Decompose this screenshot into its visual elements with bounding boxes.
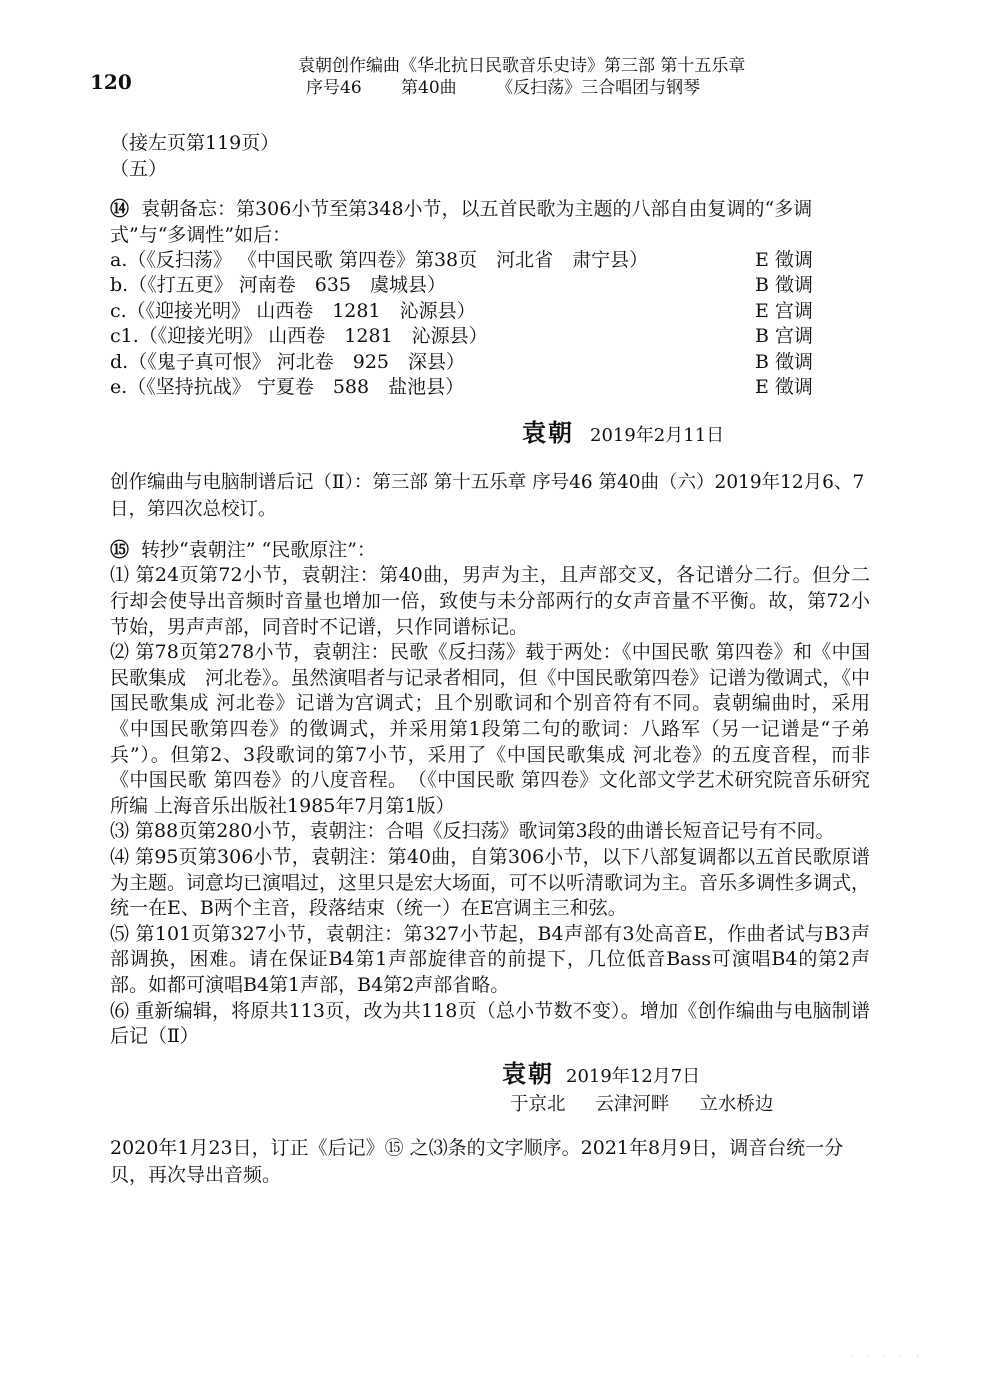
note-number: ⑸: [110, 922, 130, 945]
note-item: [110, 999, 870, 1050]
note-item: [110, 563, 870, 640]
author-signature: 袁朝: [502, 1058, 554, 1088]
header-subtitle: [298, 77, 745, 99]
list-item: [110, 248, 870, 273]
memo-paragraph: [110, 196, 870, 248]
list-item: [110, 375, 870, 400]
note-number: ⑵: [110, 641, 130, 664]
list-item: [110, 324, 870, 349]
song-list: [110, 248, 870, 400]
note-number: ⑶: [110, 820, 130, 843]
note-item: [110, 640, 870, 819]
header-sequence: 序号46: [306, 78, 362, 98]
song-source: b.（《打五更》 河南卷 635 虞城县）: [110, 274, 447, 297]
song-source: a.（《反扫荡》 《中国民歌 第四卷》第38页 河北省 肃宁县）: [110, 249, 649, 271]
place-1: 于京北: [510, 1093, 566, 1115]
list-item: [110, 299, 870, 324]
song-mode: B 徵调: [755, 274, 814, 297]
author-signature: 袁朝: [522, 418, 574, 448]
note-number: ⑷: [110, 845, 130, 868]
memo-number: ⑭: [110, 198, 130, 220]
section-number: （五）: [110, 158, 168, 180]
song-mode: E 徵调: [755, 249, 813, 271]
place-3: 立水桥边: [699, 1093, 774, 1115]
note-text: 第78页第278小节，袁朝注：民歌《反扫荡》载于两处：《中国民歌 第四卷》和《中国民歌集成 河北卷》。虽然演唱者与记录者相同，但《中国民歌第四卷》记谱为徵调式，《中国民歌集成 河北卷》记谱为宫调式；且个别歌词和个别音符有不同。袁朝编曲时，采用《中国民歌第四卷》的徵调式，并采用第1段第二句的歌词：八路军（另一记谱是“子弟兵”）。但第2、3段歌词的第7小节，采用了《中国民歌集成 河北卷》的五度音程，而非《中国民歌 第四卷》的八度音程。 （《中国民歌 第四卷》文化部文学艺术研究院音乐研究所编 上海音乐出版社1985年7月第1版）: [110, 641, 871, 817]
header-title: 袁朝创作编曲《华北抗日民歌音乐史诗》第三部 第十五乐章: [298, 56, 746, 76]
afterword-heading: 创作编曲与电脑制谱后记（Ⅱ）：第三部 第十五乐章 序号46 第40曲（六）2019年12月6、7日，第四次总校订。: [110, 472, 865, 521]
memo-text: 袁朝备忘：第306小节至第348小节，以五首民歌为主题的八部自由复调的“多调式”与“多调性”如后：: [110, 198, 813, 246]
note-item: [110, 819, 870, 845]
signature-date: 2019年2月11日: [590, 425, 725, 447]
song-source: d.（《鬼子真可恨》 河北卷 925 深县）: [110, 350, 466, 373]
song-source: c.（《迎接光明》 山西卷 1281 沁源县）: [110, 299, 476, 322]
header-piece: 第40曲: [401, 78, 457, 98]
page-header: [298, 55, 745, 99]
note-number: ⑹: [110, 999, 130, 1022]
continuation-note: （接左页第119页）: [110, 132, 280, 154]
note-text: 第88页第280小节，袁朝注：合唱《反扫荡》歌词第3段的曲谱长短音记号有不同。: [135, 820, 835, 843]
section-15-number: ⑮: [110, 539, 130, 562]
song-mode: B 宫调: [755, 325, 814, 348]
song-source: e.（《坚持抗战》 宁夏卷 588 盐池县）: [110, 376, 465, 399]
section-15-heading: [110, 537, 870, 563]
signature-date: 2019年12月7日: [566, 1065, 701, 1087]
signature-block: [110, 418, 870, 451]
note-text: 第101页第327小节，袁朝注：第327小节起，B4声部有3处高音E，作曲者试与B3声部调换，困难。请在保证B4第1声部旋律音的前提下，几位低音Bass可演唱B4的第2声部。如都可演唱B4第1声部，B4第2声部省略。: [110, 922, 870, 996]
page-body: [110, 130, 870, 1189]
note-item: [110, 845, 870, 922]
note-text: 第95页第306小节，袁朝注：第40曲，自第306小节，以下八部复调都以五首民歌原谱为主题。词意均已演唱过，这里只是宏大场面，可不以听清歌词为主。音乐多调性多调式，统一在E、B两个主音，段落结束（统一）在E宫调主三和弦。: [110, 845, 871, 920]
note-text: 重新编辑，将原共113页，改为共118页（总小节数不变）。增加《创作编曲与电脑制谱后记（Ⅱ）: [110, 999, 870, 1048]
list-item: [110, 350, 870, 375]
note-text: 第24页第72小节，袁朝注：第40曲，男声为主，且声部交叉，各记谱分二行。但分二行却会使导出音频时音量也增加一倍，致使与未分部两行的女声音量不平衡。故，第72小节始，男声声部，同音时不记谱，只作同谱标记。: [110, 564, 870, 638]
page-number: 120: [90, 70, 132, 94]
song-mode: B 徵调: [755, 350, 814, 373]
signature-place: [110, 1091, 870, 1119]
song-mode: E 徵调: [755, 376, 813, 399]
place-2: 云津河畔: [595, 1093, 670, 1115]
note-number: ⑴: [110, 564, 130, 587]
song-mode: E 宫调: [755, 299, 813, 322]
song-source: c1.（《迎接光明》 山西卷 1281 沁源县）: [110, 325, 488, 348]
header-work: 《反扫荡》三合唱团与钢琴: [496, 78, 701, 98]
list-item: [110, 273, 870, 298]
notes-list: [110, 563, 870, 1049]
note-item: [110, 922, 870, 999]
revision-note: 2020年1月23日，订正《后记》⑮ 之⑶条的文字顺序。2021年8月9日，调音台统一分贝，再次导出音频。: [110, 1136, 844, 1186]
scan-artifact-dots: ·····: [850, 1352, 933, 1361]
signature-block-2: [110, 1060, 870, 1091]
section-15-text: 转抄“袁朝注” “民歌原注”：: [141, 539, 376, 562]
